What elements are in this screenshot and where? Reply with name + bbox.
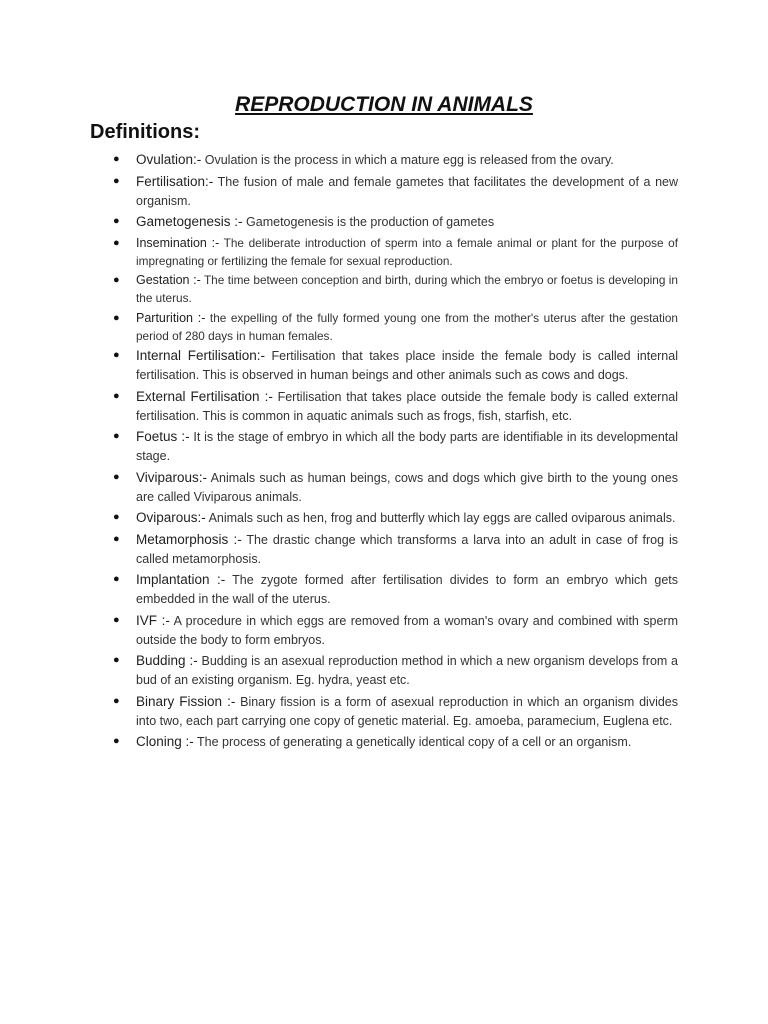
definition-item	[113, 651, 678, 690]
definition-term: Insemination :-	[136, 235, 220, 250]
definition-text: the expelling of the fully formed young one from the mother's uterus after the gestation period of 280 days in human females.	[136, 310, 678, 343]
definition-text: The drastic change which transforms a larva into an adult in case of frog is called metamorphosis.	[136, 532, 678, 566]
bullet-icon: ●	[113, 215, 120, 227]
bullet-icon: ●	[113, 470, 120, 483]
definition-item	[113, 692, 678, 731]
section-heading: Definitions:	[90, 121, 200, 143]
definition-term: Ovulation:-	[136, 152, 202, 167]
bullet-icon: ●	[113, 573, 120, 585]
definition-term: IVF :-	[136, 612, 170, 628]
definition-item	[113, 172, 678, 211]
bullet-icon: ●	[113, 349, 120, 361]
definition-text: The fusion of male and female gametes that facilitates the development of a new organism.	[136, 174, 678, 208]
definition-item	[113, 271, 678, 307]
bullet-icon: ●	[113, 174, 120, 187]
definition-item	[113, 468, 678, 507]
bullet-icon: ●	[113, 654, 120, 666]
definition-item	[113, 309, 678, 345]
definition-term: Budding :-	[136, 653, 198, 668]
bullet-icon: ●	[113, 430, 120, 442]
definition-item	[113, 732, 678, 752]
bullet-icon: ●	[113, 613, 120, 626]
definition-term: Foetus :-	[136, 429, 190, 444]
definition-text: Binary fission is a form of asexual reproduction in which an organism divides into two, each part carrying one copy of genetic material. Eg. amoeba, paramecium, Euglena etc.	[136, 694, 678, 728]
definition-text: Fertilisation that takes place inside the female body is called internal fertilisation. This is observed in human beings and other animals such as cows and dogs.	[136, 349, 678, 382]
bullet-icon: ●	[113, 311, 120, 324]
page-title: REPRODUCTION IN ANIMALS	[235, 93, 533, 116]
bullet-icon: ●	[113, 274, 120, 286]
definition-text: It is the stage of embryo in which all the body parts are identifiable in its developmental stage.	[136, 430, 678, 463]
definition-item	[113, 611, 678, 650]
definition-term: Cloning :-	[136, 734, 194, 749]
definition-term: Parturition :-	[136, 310, 206, 325]
bullet-icon: ●	[113, 735, 120, 747]
definitions-list	[113, 150, 679, 754]
definition-text: A procedure in which eggs are removed from a woman's ovary and combined with sperm outside the body to form embryos.	[136, 613, 678, 647]
definition-term: External Fertilisation :-	[136, 388, 273, 404]
definition-item	[113, 387, 679, 426]
definition-text: The deliberate introduction of sperm into a female animal or plant for the purpose of impregnating or fertilizing the female for sexual reproduction.	[136, 235, 679, 268]
bullet-icon: ●	[113, 153, 120, 165]
definition-term: Internal Fertilisation:-	[136, 348, 266, 363]
bullet-icon: ●	[113, 236, 120, 249]
definition-term: Gametogenesis :-	[136, 214, 243, 229]
definition-item	[113, 427, 678, 466]
definition-item	[113, 530, 678, 569]
definition-item	[113, 508, 678, 528]
definition-item	[113, 212, 678, 232]
definition-term: Gestation :-	[136, 273, 201, 287]
definition-text: Budding is an asexual reproduction method in which a new organism develops from a bud of an existing organism. Eg. hydra, yeast etc.	[136, 654, 678, 687]
definition-term: Binary Fission :-	[136, 693, 236, 709]
definition-text: Ovulation is the process in which a mature egg is released from the ovary.	[201, 153, 614, 167]
definition-term: Implantation :-	[136, 572, 226, 587]
definition-item	[113, 570, 679, 609]
definition-item	[113, 150, 678, 170]
definition-term: Metamorphosis :-	[136, 531, 242, 547]
definition-text: The zygote formed after fertilisation divides to form an embryo which gets embedded in the wall of the uterus.	[136, 573, 679, 606]
definition-item	[113, 234, 679, 270]
definition-item	[113, 346, 678, 385]
definition-term: Oviparous:-	[136, 510, 206, 525]
definition-text: The process of generating a genetically identical copy of a cell or an organism.	[193, 735, 632, 749]
definition-term: Viviparous:-	[136, 469, 208, 485]
bullet-icon: ●	[113, 694, 120, 707]
definition-text: Animals such as human beings, cows and dogs which give birth to the young ones are called Viviparous animals.	[136, 470, 678, 504]
definition-text: The time between conception and birth, during which the embryo or foetus is developing in the uterus.	[136, 273, 678, 305]
definition-text: Fertilisation that takes place outside the female body is called external fertilisation. This is common in aquatic animals such as frogs, fish, starfish, etc.	[136, 389, 679, 423]
definition-term: Fertilisation:-	[136, 173, 214, 189]
definition-text: Animals such as hen, frog and butterfly which lay eggs are called oviparous animals.	[205, 511, 676, 525]
bullet-icon: ●	[113, 511, 120, 523]
definition-text: Gametogenesis is the production of gametes	[242, 215, 495, 229]
bullet-icon: ●	[113, 532, 120, 545]
bullet-icon: ●	[113, 389, 120, 402]
